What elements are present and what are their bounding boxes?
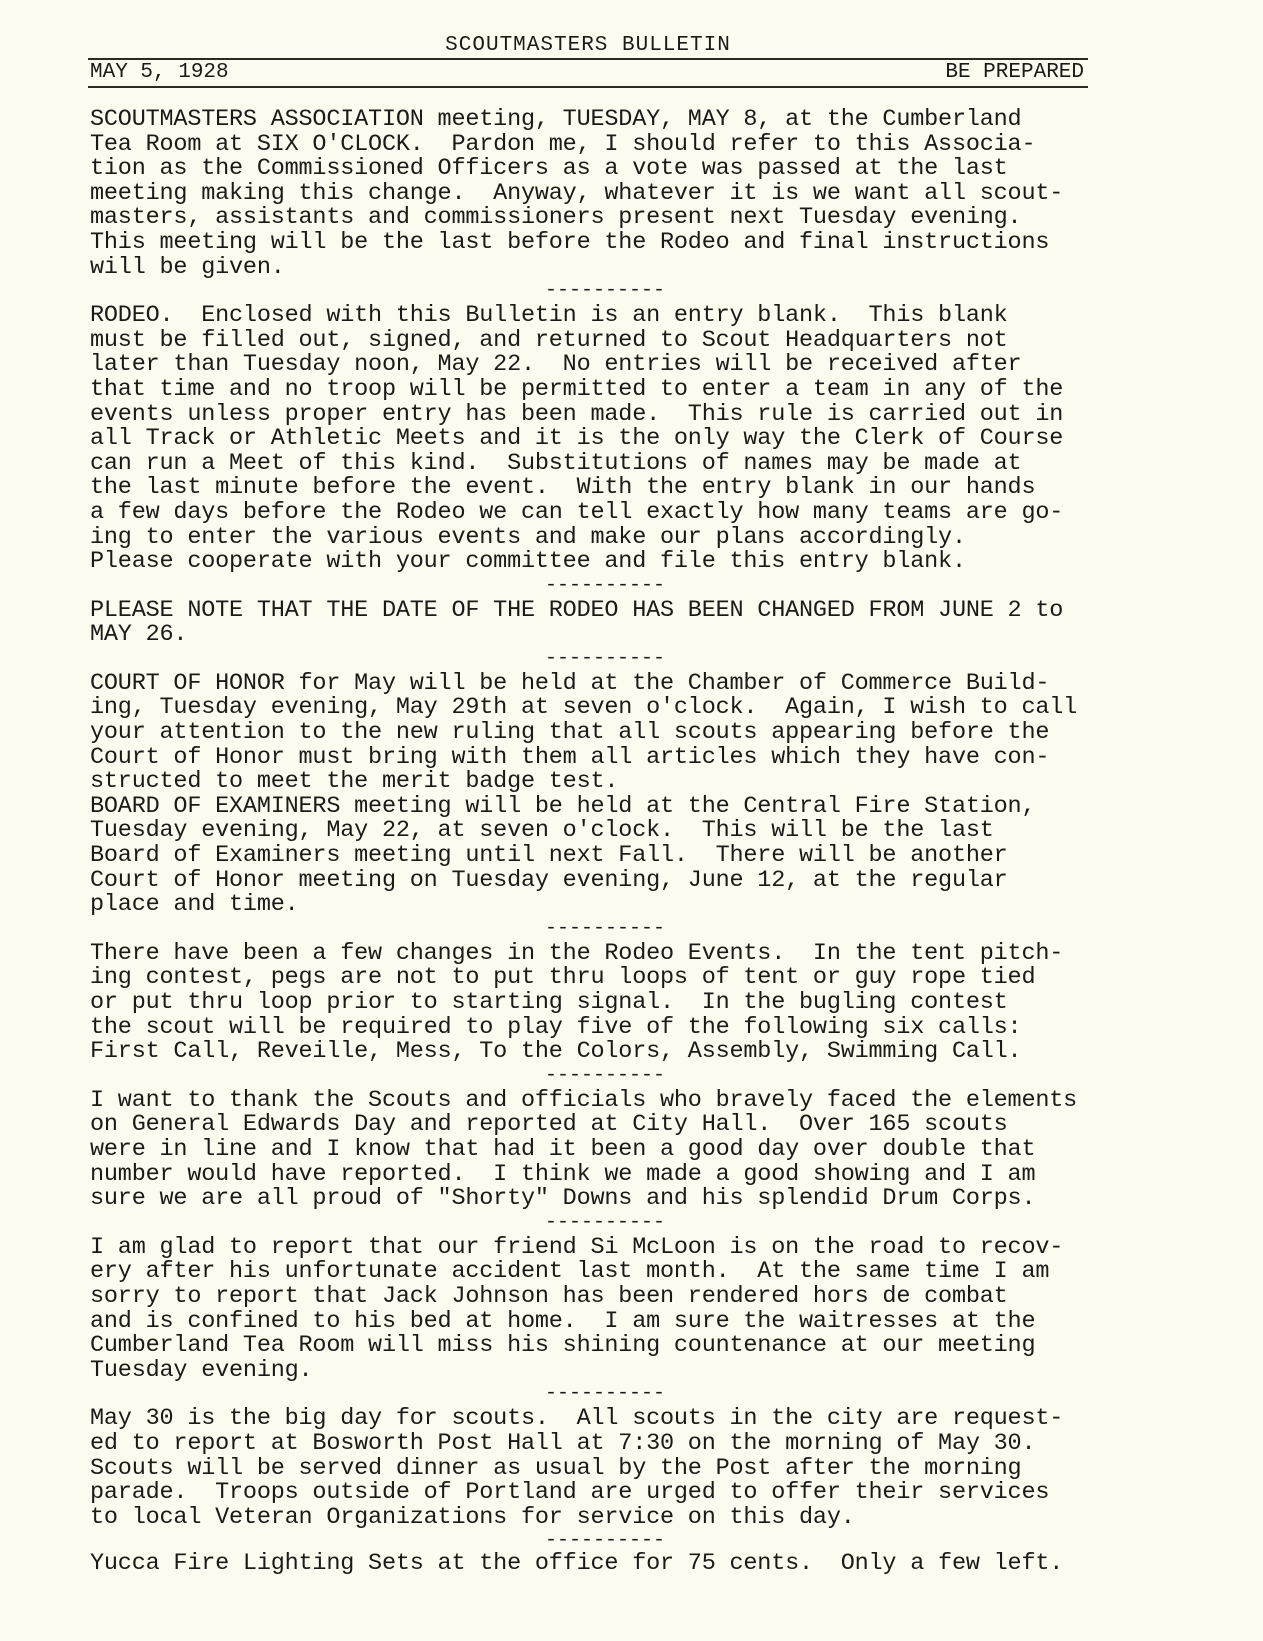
paragraph-meeting <box>90 108 1120 280</box>
paragraph-line: your attention to the new ruling that all scouts appearing before the <box>90 719 1050 747</box>
bulletin-title: SCOUTMASTERS BULLETIN <box>445 34 731 57</box>
paragraph-line: COURT OF HONOR for May will be held at the Chamber of Commerce Build- <box>90 669 1050 697</box>
bulletin-body <box>90 108 1120 1577</box>
paragraph-line: a few days before the Rodeo we can tell exactly how many teams are go- <box>90 498 1064 526</box>
paragraph-line: ery after his unfortunate accident last month. At the same time I am <box>90 1258 1050 1286</box>
paragraph-line: I am glad to report that our friend Si McLoon is on the road to recov- <box>90 1233 1064 1261</box>
dateline-bar <box>88 58 1088 88</box>
separator: ---------- <box>544 279 666 303</box>
paragraph-line: Yucca Fire Lighting Sets at the office for 75 cents. Only a few left. <box>90 1550 1064 1578</box>
paragraph-line: sorry to report that Jack Johnson has been rendered hors de combat <box>90 1282 1008 1310</box>
paragraph-line: RODEO. Enclosed with this Bulletin is an entry blank. This blank <box>90 302 1008 330</box>
paragraph-line: place and time. <box>90 891 299 919</box>
paragraph-line: MAY 26. <box>90 621 188 649</box>
paragraph-line: later than Tuesday noon, May 22. No entries will be received after <box>90 351 1022 379</box>
paragraph-line: ed to report at Bosworth Post Hall at 7:30 on the morning of May 30. <box>90 1429 1036 1457</box>
paragraph-line: This meeting will be the last before the Rodeo and final instructions <box>90 228 1050 256</box>
paragraph-line: SCOUTMASTERS ASSOCIATION meeting, TUESDAY, MAY 8, at the Cumberland <box>90 106 1022 133</box>
paragraph-line: Board of Examiners meeting until next Fall. There will be another <box>90 842 1008 870</box>
paragraph-line: Tuesday evening. <box>90 1356 313 1384</box>
paragraph-line: Court of Honor meeting on Tuesday evening, June 12, at the regular <box>90 866 1008 894</box>
bulletin-motto: BE PREPARED <box>945 61 1084 84</box>
paragraph-line: the last minute before the event. With the entry blank in our hands <box>90 474 1036 502</box>
paragraph-line: There have been a few changes in the Rodeo Events. In the tent pitch- <box>90 939 1064 967</box>
paragraph-line: Scouts will be served dinner as usual by the Post after the morning <box>90 1454 1022 1482</box>
separator: ---------- <box>544 646 666 670</box>
paragraph-line: structed to meet the merit badge test. <box>90 768 619 796</box>
paragraph-yucca <box>90 1552 1120 1577</box>
paragraph-thanks <box>90 1086 1120 1213</box>
paragraph-line: I want to thank the Scouts and officials who bravely faced the elements <box>90 1086 1078 1114</box>
paragraph-line: PLEASE NOTE THAT THE DATE OF THE RODEO HAS BEEN CHANGED FROM JUNE 2 to <box>90 596 1064 624</box>
paragraph-line: tion as the Commissioned Officers as a vote was passed at the last <box>90 155 1008 183</box>
paragraph-line: must be filled out, signed, and returned to Scout Headquarters not <box>90 326 1008 354</box>
paragraph-line: will be given. <box>90 253 285 281</box>
separator: ---------- <box>544 1529 666 1553</box>
paragraph-line: meeting making this change. Anyway, whatever it is we want all scout- <box>90 179 1064 207</box>
paragraph-line: May 30 is the big day for scouts. All scouts in the city are request- <box>90 1405 1064 1433</box>
paragraph-may-30 <box>90 1407 1120 1530</box>
paragraph-line: parade. Troops outside of Portland are urged to offer their services <box>90 1479 1050 1507</box>
paragraph-line: that time and no troop will be permitted to enter a team in any of the <box>90 375 1064 403</box>
separator: ---------- <box>544 1382 666 1406</box>
paragraph-line: ing, Tuesday evening, May 29th at seven o'clock. Again, I wish to call <box>90 694 1078 722</box>
separator: ---------- <box>544 916 666 940</box>
paragraph-recovery <box>90 1233 1120 1384</box>
paragraph-rodeo-events <box>90 939 1120 1066</box>
paragraph-line: were in line and I know that had it been a good day over double that <box>90 1135 1036 1163</box>
paragraph-line: sure we are all proud of "Shorty" Downs and his splendid Drum Corps. <box>90 1185 1036 1213</box>
paragraph-line: to local Veteran Organizations for service on this day. <box>90 1503 855 1531</box>
paragraph-line: Cumberland Tea Room will miss his shining countenance at our meeting <box>90 1332 1036 1360</box>
separator: ---------- <box>544 573 666 597</box>
paragraph-line: Tuesday evening, May 22, at seven o'clock. This will be the last <box>90 817 994 845</box>
paragraph-line: masters, assistants and commissioners present next Tuesday evening. <box>90 204 1022 232</box>
paragraph-line: or put thru loop prior to starting signal. In the bugling contest <box>90 989 1008 1016</box>
paragraph-line: BOARD OF EXAMINERS meeting will be held at the Central Fire Station, <box>90 792 1036 820</box>
paragraph-line: Tea Room at SIX O'CLOCK. Pardon me, I should refer to this Associa- <box>90 130 1036 158</box>
paragraph-line: can run a Meet of this kind. Substitutions of names may be made at <box>90 449 1022 477</box>
paragraph-line: the scout will be required to play five of the following six calls: <box>90 1013 1022 1041</box>
paragraph-line: number would have reported. I think we made a good showing and I am <box>90 1160 1036 1188</box>
paragraph-court-of-honor <box>90 669 1120 919</box>
paragraph-rodeo <box>90 304 1120 575</box>
paragraph-date-change <box>90 596 1120 649</box>
paragraph-line: Court of Honor must bring with them all articles which they have con- <box>90 743 1050 771</box>
paragraph-line: ing to enter the various events and make our plans accordingly. <box>90 523 966 551</box>
paragraph-line: ing contest, pegs are not to put thru loops of tent or guy rope tied <box>90 964 1036 992</box>
separator: ---------- <box>544 1063 666 1087</box>
paragraph-line: events unless proper entry has been made. This rule is carried out in <box>90 400 1064 428</box>
paragraph-line: First Call, Reveille, Mess, To the Colors, Assembly, Swimming Call. <box>90 1038 1022 1066</box>
paragraph-line: on General Edwards Day and reported at City Hall. Over 165 scouts <box>90 1111 1008 1139</box>
paragraph-line: and is confined to his bed at home. I am sure the waitresses at the <box>90 1307 1036 1335</box>
bulletin-date: MAY 5, 1928 <box>90 61 229 84</box>
paragraph-line: Please cooperate with your committee and file this entry blank. <box>90 548 966 576</box>
separator: ---------- <box>544 1210 666 1234</box>
paragraph-line: all Track or Athletic Meets and it is the only way the Clerk of Course <box>90 425 1064 453</box>
